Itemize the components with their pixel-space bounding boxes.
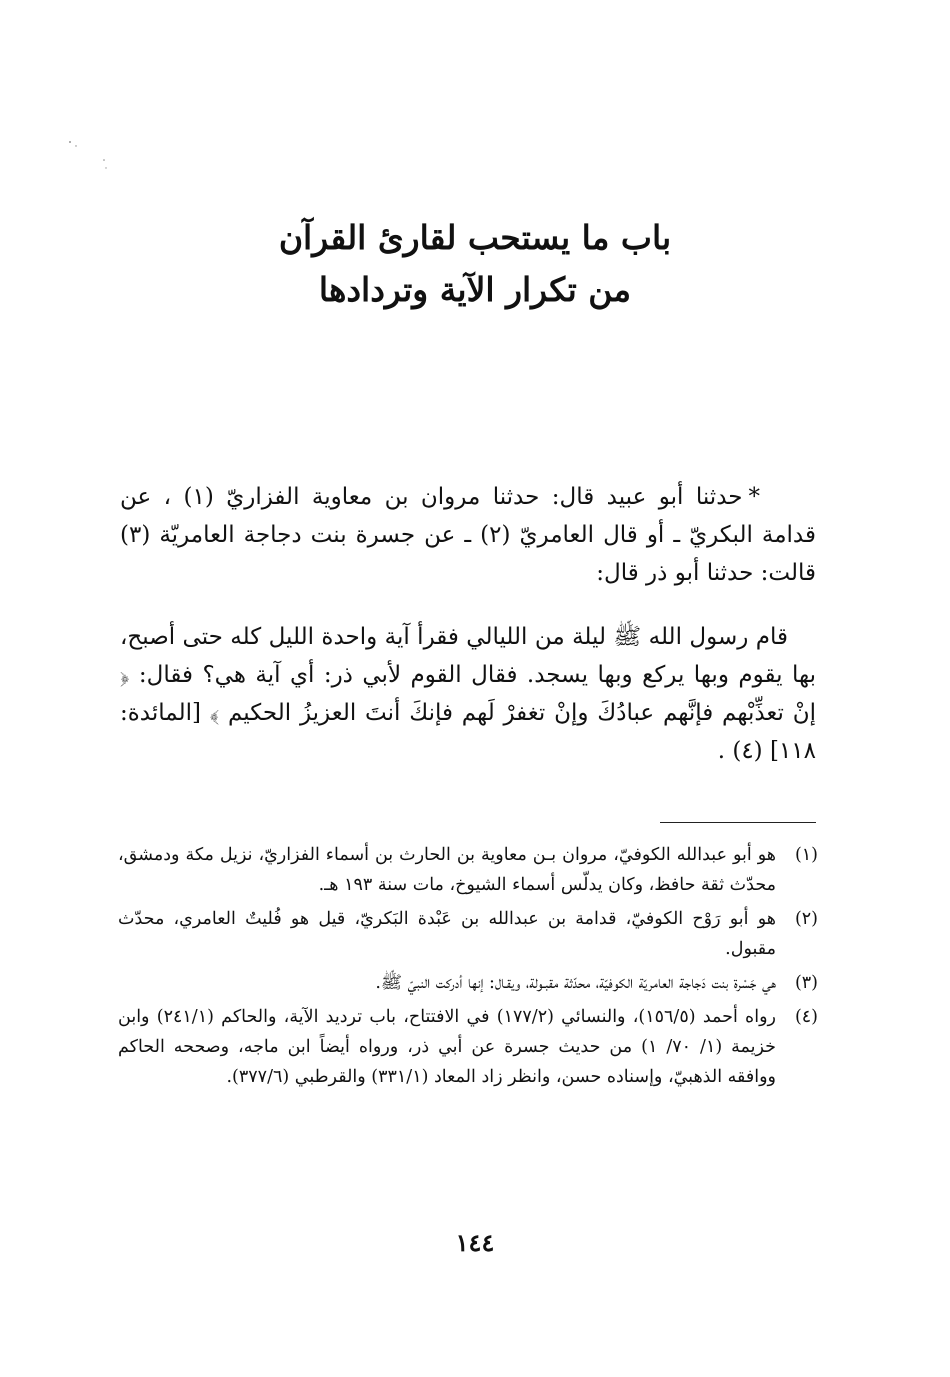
star-marker: *	[748, 484, 760, 510]
scan-specks	[66, 138, 110, 178]
footnote-divider	[660, 822, 816, 823]
page-number: ١٤٤	[455, 1228, 495, 1257]
chapter-title	[0, 212, 950, 316]
hadith-chain-paragraph	[120, 478, 816, 592]
hadith-chain-text: حدثنا أبو عبيد قال: حدثنا مروان بن معاوية الفزاريّ (١) ، عن قدامة البكريّ ـ أو قال العامريّ (٢) ـ عن جسرة بنت دجاجة العامريّة (٣) قالت: حدثنا أبو ذر قال:	[120, 484, 816, 586]
chapter-title-line-2: من تكرار الآية وتردادها	[318, 270, 632, 309]
footnote-text: هو أبو رَوْح الكوفيّ، قدامة بن عبدالله بن عَبْدة البَكريّ، قيل هو فُليتٌ العامري، محدّث مقبول.	[118, 909, 776, 959]
footnote	[118, 1002, 818, 1092]
footnote-number: (٤)	[794, 1007, 818, 1027]
footnote-number: (٢)	[794, 909, 818, 929]
footnote-text: هو أبو عبدالله الكوفيّ، مروان بـن معاوية بن الحارث بن أسماء الفزاريّ، نزيل مكة ودمشق، محدّث ثقة حافظ، وكان يدلّس أسماء الشيوخ، مات سنة ١٩٣ هـ.	[118, 845, 776, 895]
footnote-text: رواه أحمد (١٥٦/٥)، والنسائي (١٧٧/٢) في الافتتاح، باب ترديد الآية، والحاكم (٢٤١/١) وابن خزيمة (١/ ٧٠/ ١) من حديث جسرة عن أبي ذر، ورواه أيضاً ابن ماجه، وصححه الحاكم ووافقه الذهبيّ، وإسناده حسن، وانظر زاد المعاد (٣٣١/١) والقرطبي (٣٧٧/٦).	[118, 1007, 776, 1087]
footnote-number: (١)	[794, 845, 818, 865]
footnote	[118, 840, 818, 900]
footnote	[118, 968, 818, 998]
footnote	[118, 904, 818, 964]
hadith-body-paragraph: قام رسول الله ﷺ ليلة من الليالي فقرأ آية واحدة الليل كله حتى أصبح، بها يقوم وبها يركع وبها يسجد. فقال القوم لأبي ذر: أي آية هي؟ فقال: ﴿ إنْ تعذِّبْهم فإنَّهم عبادُكَ وإنْ تغفرْ لَهم فإنكَ أنتَ العزيزُ الحكيم ﴾ [المائدة: ١١٨] (٤) .	[120, 624, 816, 764]
footnote-text: هي جَسْرة بنت دَجاجة العامريّة الكوفيّة، محدّثة مقبـولة، ويقـال: إنها أدركت النبيّ ﷺ.	[375, 973, 776, 993]
footnote-number: (٣)	[794, 973, 818, 993]
main-text	[120, 478, 816, 796]
chapter-title-line-1: باب ما يستحب لقارئ القرآن	[278, 218, 672, 257]
footnotes	[118, 840, 818, 1096]
